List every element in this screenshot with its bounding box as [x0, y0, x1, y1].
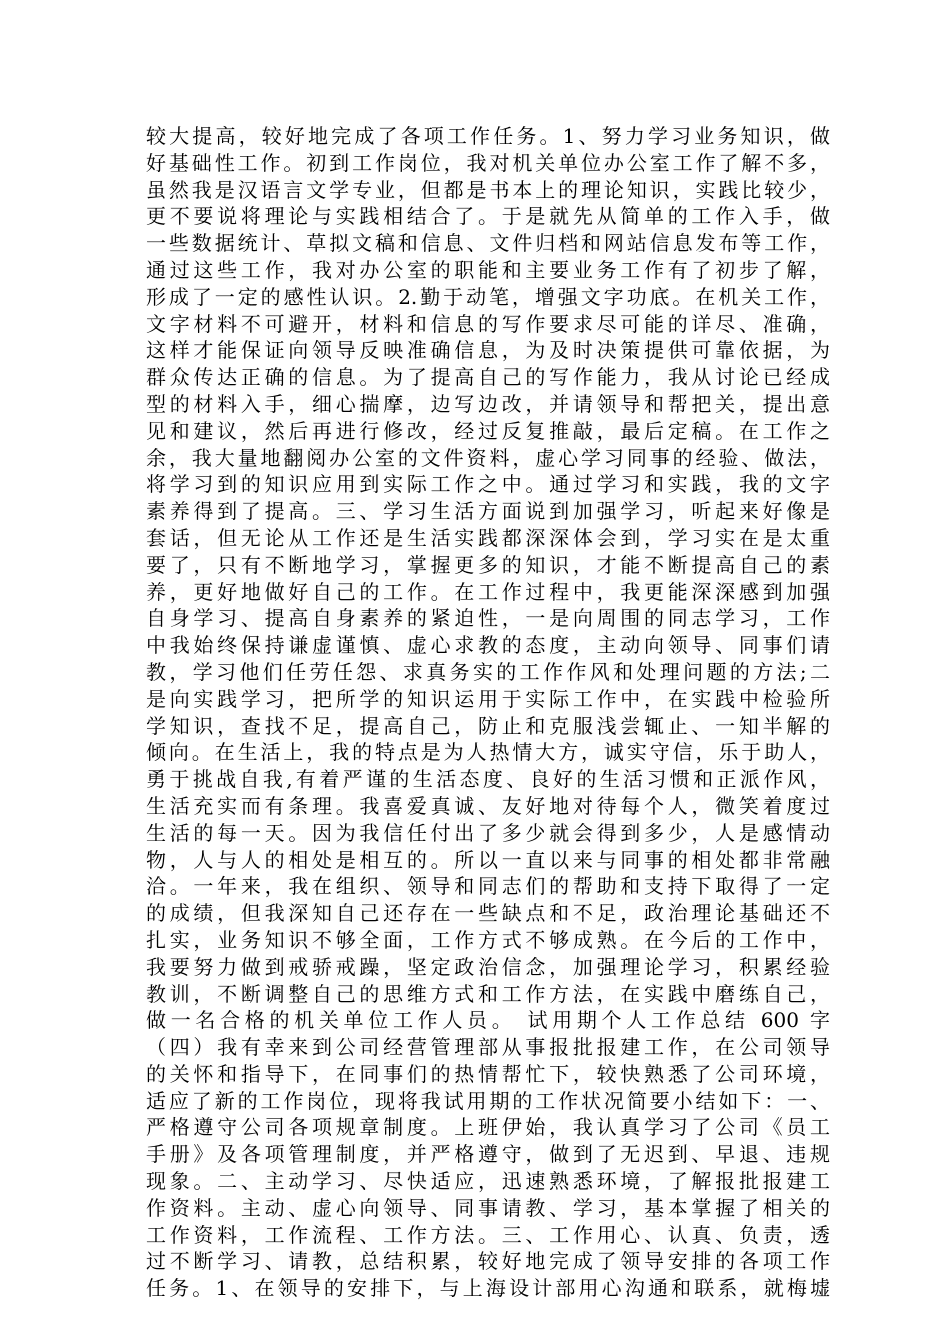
text-line: 通过这些工作，我对办公室的职能和主要业务工作有了初步了解， — [146, 257, 830, 282]
text-line: 自身学习、提高自身素养的紧迫性，一是向周围的同志学习，工作 — [146, 606, 830, 631]
text-line: 现象。二、主动学习、尽快适应，迅速熟悉环境，了解报批报建工 — [146, 1169, 830, 1194]
text-line: 素养得到了提高。三、学习生活方面说到加强学习，听起来好像是 — [146, 499, 830, 524]
text-line: 工作资料，工作流程、工作方法。三、工作用心、认真、负责，透 — [146, 1222, 830, 1247]
text-line: 要了，只有不断地学习，掌握更多的知识，才能不断提高自己的素 — [146, 552, 830, 577]
text-line: 形成了一定的感性认识。2.勤于动笔，增强文字功底。在机关工作， — [146, 284, 830, 309]
text-line: 一些数据统计、草拟文稿和信息、文件归档和网站信息发布等工作， — [146, 231, 830, 256]
text-line: 见和建议，然后再进行修改，经过反复推敲，最后定稿。在工作之 — [146, 418, 830, 443]
text-line: 适应了新的工作岗位，现将我试用期的工作状况简要小结如下：一、 — [146, 1088, 830, 1113]
text-line: 更不要说将理论与实践相结合了。于是就先从简单的工作入手，做 — [146, 204, 830, 229]
text-line: 倾向。在生活上，我的特点是为人热情大方，诚实守信，乐于助人， — [146, 740, 830, 765]
text-line: 任务。1、在领导的安排下，与上海设计部用心沟通和联系，就梅墟 — [146, 1276, 830, 1301]
text-line: 套话，但无论从工作还是生活实践都深深体会到，学习实在是太重 — [146, 525, 830, 550]
text-line: 洽。一年来，我在组织、领导和同志们的帮助和支持下取得了一定 — [146, 874, 830, 899]
body-text — [146, 123, 830, 1302]
text-line: 中我始终保持谦虚谨慎、虚心求教的态度，主动向领导、同事们请 — [146, 633, 830, 658]
text-line: 较大提高，较好地完成了各项工作任务。1、努力学习业务知识，做 — [146, 124, 830, 148]
text-line: 型的材料入手，细心揣摩，边写边改，并请领导和帮把关，提出意 — [146, 391, 830, 416]
text-line: 生活充实而有条理。我喜爱真诚、友好地对待每个人，微笑着度过 — [146, 793, 830, 818]
text-line: 好基础性工作。初到工作岗位，我对机关单位办公室工作了解不多， — [146, 150, 830, 175]
text-line: 作资料。主动、虚心向领导、同事请教、学习，基本掌握了相关的 — [146, 1195, 830, 1220]
text-line: 我要努力做到戒骄戒躁，坚定政治信念，加强理论学习，积累经验 — [146, 954, 830, 979]
text-line: 教，学习他们任劳任怨、求真务实的工作作风和处理问题的方法;二 — [146, 659, 830, 684]
text-line: 将学习到的知识应用到实际工作之中。通过学习和实践，我的文字 — [146, 472, 830, 497]
text-line: 教训，不断调整自己的思维方式和工作方法，在实践中磨练自己， — [146, 981, 830, 1006]
text-line: 文字材料不可避开，材料和信息的写作要求尽可能的详尽、准确， — [146, 311, 830, 336]
text-line: 余，我大量地翻阅办公室的文件资料，虚心学习同事的经验、做法， — [146, 445, 830, 470]
text-line: 生活的每一天。因为我信任付出了多少就会得到多少，人是感情动 — [146, 820, 830, 845]
text-line: 养，更好地做好自己的工作。在工作过程中，我更能深深感到加强 — [146, 579, 830, 604]
text-line: 的关怀和指导下，在同事们的热情帮忙下，较快熟悉了公司环境， — [146, 1061, 830, 1086]
text-line: 过不断学习、请教，总结积累，较好地完成了领导安排的各项工作 — [146, 1249, 830, 1274]
text-line: 群众传达正确的信息。为了提高自己的写作能力，我从讨论已经成 — [146, 365, 830, 390]
text-line: 手册》及各项管理制度，并严格遵守，做到了无迟到、早退、违规 — [146, 1142, 830, 1167]
text-line: 这样才能保证向领导反映准确信息，为及时决策提供可靠依据，为 — [146, 338, 830, 363]
text-line: 虽然我是汉语言文学专业，但都是书本上的理论知识，实践比较少， — [146, 177, 830, 202]
text-line: 扎实，业务知识不够全面，工作方式不够成熟。在今后的工作中， — [146, 927, 830, 952]
text-line: 严格遵守公司各项规章制度。上班伊始，我认真学习了公司《员工 — [146, 1115, 830, 1140]
text-line: （四）我有幸来到公司经营管理部从事报批报建工作，在公司领导 — [146, 1035, 830, 1060]
text-line: 是向实践学习，把所学的知识运用于实际工作中，在实践中检验所 — [146, 686, 830, 711]
text-line: 物，人与人的相处是相互的。所以一直以来与同事的相处都非常融 — [146, 847, 830, 872]
text-line: 学知识，查找不足，提高自己，防止和克服浅尝辄止、一知半解的 — [146, 713, 830, 738]
text-line: 的成绩，但我深知自己还存在一些缺点和不足，政治理论基础还不 — [146, 901, 830, 926]
text-line: 做一名合格的机关单位工作人员。 试用期个人工作总结 600 字 — [146, 1008, 830, 1033]
text-line: 勇于挑战自我,有着严谨的生活态度、良好的生活习惯和正派作风， — [146, 767, 830, 792]
